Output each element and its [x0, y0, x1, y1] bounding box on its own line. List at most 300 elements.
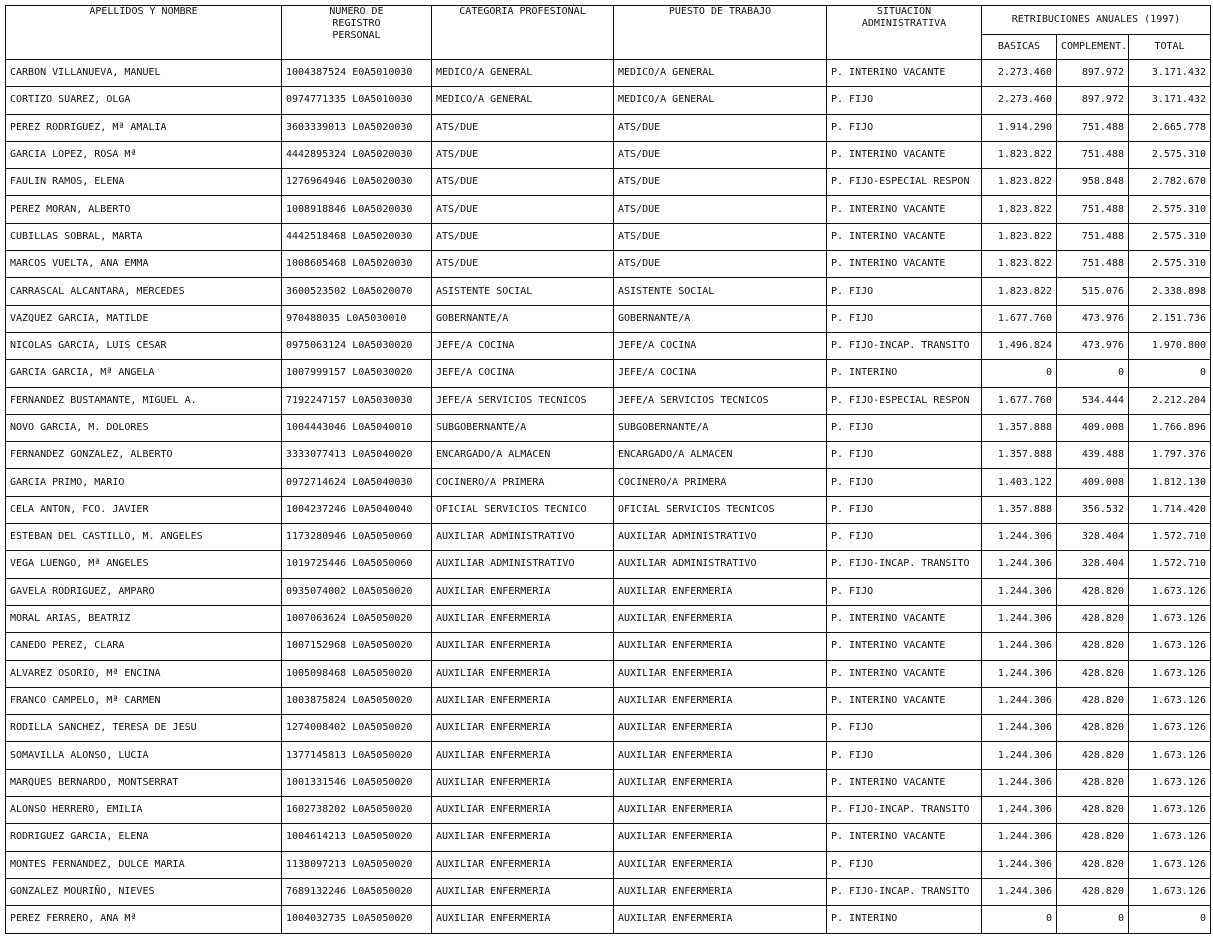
cell-total: 1.572.710 [1129, 551, 1211, 578]
cell-categoria: AUXILIAR ENFERMERIA [432, 906, 614, 933]
cell-basicas: 1.823.822 [982, 141, 1057, 168]
header-retribuciones: RETRIBUCIONES ANUALES (1997) [982, 6, 1211, 35]
cell-puesto: AUXILIAR ENFERMERIA [614, 687, 827, 714]
cell-basicas: 1.677.760 [982, 387, 1057, 414]
header-total: TOTAL [1129, 35, 1211, 60]
cell-total: 3.171.432 [1129, 87, 1211, 114]
cell-situacion: P. FIJO-INCAP. TRANSITO [827, 551, 982, 578]
cell-categoria: AUXILIAR ENFERMERIA [432, 633, 614, 660]
cell-nombre: GONZALEZ MOURIÑO, NIEVES [6, 878, 282, 905]
cell-registro: 970488035 L0A5030010 [282, 305, 432, 332]
cell-complement: 428.820 [1057, 578, 1129, 605]
cell-nombre: FRANCO CAMPELO, Mª CARMEN [6, 687, 282, 714]
header-puesto: PUESTO DE TRABAJO [614, 6, 827, 60]
cell-registro: 1602738202 L0A5050020 [282, 797, 432, 824]
table-row [6, 769, 1211, 796]
cell-situacion: P. INTERINO VACANTE [827, 60, 982, 87]
cell-puesto: AUXILIAR ENFERMERIA [614, 824, 827, 851]
cell-complement: 958.848 [1057, 169, 1129, 196]
cell-situacion: P. INTERINO VACANTE [827, 687, 982, 714]
cell-nombre: GARCIA LOPEZ, ROSA Mª [6, 141, 282, 168]
cell-nombre: GARCIA PRIMO, MARIO [6, 469, 282, 496]
cell-complement: 473.976 [1057, 332, 1129, 359]
cell-complement: 428.820 [1057, 742, 1129, 769]
table-row [6, 687, 1211, 714]
cell-total: 2.782.670 [1129, 169, 1211, 196]
cell-categoria: ENCARGADO/A ALMACEN [432, 442, 614, 469]
cell-registro: 1004032735 L0A5050020 [282, 906, 432, 933]
cell-complement: 751.488 [1057, 223, 1129, 250]
table-row [6, 660, 1211, 687]
cell-basicas: 1.244.306 [982, 524, 1057, 551]
cell-registro: 1004237246 L0A5040040 [282, 496, 432, 523]
cell-puesto: GOBERNANTE/A [614, 305, 827, 332]
cell-puesto: JEFE/A COCINA [614, 360, 827, 387]
cell-registro: 3333077413 L0A5040020 [282, 442, 432, 469]
cell-puesto: AUXILIAR ENFERMERIA [614, 769, 827, 796]
cell-situacion: P. FIJO [827, 469, 982, 496]
cell-registro: 1007063624 L0A5050020 [282, 605, 432, 632]
cell-puesto: AUXILIAR ENFERMERIA [614, 742, 827, 769]
cell-basicas: 0 [982, 906, 1057, 933]
table-row [6, 551, 1211, 578]
cell-puesto: ASISTENTE SOCIAL [614, 278, 827, 305]
cell-situacion: P. FIJO [827, 715, 982, 742]
cell-basicas: 1.823.822 [982, 169, 1057, 196]
cell-complement: 515.076 [1057, 278, 1129, 305]
cell-puesto: SUBGOBERNANTE/A [614, 414, 827, 441]
cell-basicas: 1.244.306 [982, 851, 1057, 878]
cell-categoria: AUXILIAR ENFERMERIA [432, 605, 614, 632]
cell-puesto: ATS/DUE [614, 223, 827, 250]
cell-registro: 1007999157 L0A5030020 [282, 360, 432, 387]
table-header [6, 6, 1211, 60]
cell-categoria: ATS/DUE [432, 196, 614, 223]
cell-nombre: VEGA LUENGO, Mª ANGELES [6, 551, 282, 578]
cell-nombre: MONTES FERNANDEZ, DULCE MARIA [6, 851, 282, 878]
cell-registro: 1004443046 L0A5040010 [282, 414, 432, 441]
cell-situacion: P. FIJO-INCAP. TRANSITO [827, 332, 982, 359]
cell-complement: 428.820 [1057, 797, 1129, 824]
cell-puesto: AUXILIAR ENFERMERIA [614, 605, 827, 632]
cell-categoria: AUXILIAR ENFERMERIA [432, 797, 614, 824]
table-row [6, 305, 1211, 332]
cell-categoria: JEFE/A COCINA [432, 332, 614, 359]
table-row [6, 196, 1211, 223]
cell-categoria: JEFE/A SERVICIOS TECNICOS [432, 387, 614, 414]
table-row [6, 742, 1211, 769]
cell-categoria: ATS/DUE [432, 141, 614, 168]
cell-complement: 428.820 [1057, 687, 1129, 714]
cell-situacion: P. INTERINO VACANTE [827, 660, 982, 687]
cell-situacion: P. FIJO [827, 114, 982, 141]
cell-total: 1.673.126 [1129, 851, 1211, 878]
cell-categoria: ATS/DUE [432, 114, 614, 141]
cell-total: 2.212.204 [1129, 387, 1211, 414]
cell-basicas: 1.244.306 [982, 797, 1057, 824]
cell-puesto: JEFE/A COCINA [614, 332, 827, 359]
personnel-table [5, 5, 1211, 934]
cell-registro: 1004614213 L0A5050020 [282, 824, 432, 851]
cell-complement: 473.976 [1057, 305, 1129, 332]
cell-nombre: MARCOS VUELTA, ANA EMMA [6, 251, 282, 278]
cell-situacion: P. FIJO [827, 87, 982, 114]
cell-total: 1.572.710 [1129, 524, 1211, 551]
cell-total: 1.673.126 [1129, 687, 1211, 714]
header-registro: NUMERO DE REGISTRO PERSONAL [282, 6, 432, 60]
cell-categoria: OFICIAL SERVICIOS TECNICO [432, 496, 614, 523]
cell-complement: 439.488 [1057, 442, 1129, 469]
cell-nombre: CORTIZO SUAREZ, OLGA [6, 87, 282, 114]
cell-nombre: FERNANDEZ GONZALEZ, ALBERTO [6, 442, 282, 469]
cell-registro: 0975063124 L0A5030020 [282, 332, 432, 359]
cell-puesto: ATS/DUE [614, 141, 827, 168]
cell-basicas: 1.244.306 [982, 824, 1057, 851]
cell-categoria: AUXILIAR ENFERMERIA [432, 851, 614, 878]
cell-registro: 1003875824 L0A5050020 [282, 687, 432, 714]
cell-registro: 4442895324 L0A5020030 [282, 141, 432, 168]
cell-nombre: CARRASCAL ALCANTARA, MERCEDES [6, 278, 282, 305]
cell-situacion: P. FIJO-INCAP. TRANSITO [827, 878, 982, 905]
cell-categoria: AUXILIAR ENFERMERIA [432, 824, 614, 851]
cell-complement: 328.404 [1057, 551, 1129, 578]
cell-total: 1.812.130 [1129, 469, 1211, 496]
cell-complement: 751.488 [1057, 196, 1129, 223]
header-complement: COMPLEMENT. [1057, 35, 1129, 60]
cell-nombre: VAZQUEZ GARCIA, MATILDE [6, 305, 282, 332]
cell-total: 1.673.126 [1129, 742, 1211, 769]
cell-puesto: MEDICO/A GENERAL [614, 60, 827, 87]
cell-registro: 7689132246 L0A5050020 [282, 878, 432, 905]
cell-total: 1.673.126 [1129, 797, 1211, 824]
cell-registro: 1276964946 L0A5020030 [282, 169, 432, 196]
cell-complement: 428.820 [1057, 660, 1129, 687]
cell-complement: 428.820 [1057, 605, 1129, 632]
cell-nombre: GARCIA GARCIA, Mª ANGELA [6, 360, 282, 387]
cell-situacion: P. INTERINO VACANTE [827, 605, 982, 632]
cell-categoria: JEFE/A COCINA [432, 360, 614, 387]
cell-nombre: GAVELA RODRIGUEZ, AMPARO [6, 578, 282, 605]
cell-nombre: FAULIN RAMOS, ELENA [6, 169, 282, 196]
table-row [6, 87, 1211, 114]
cell-situacion: P. FIJO [827, 305, 982, 332]
cell-nombre: RODILLA SANCHEZ, TERESA DE JESU [6, 715, 282, 742]
cell-categoria: GOBERNANTE/A [432, 305, 614, 332]
cell-puesto: AUXILIAR ADMINISTRATIVO [614, 524, 827, 551]
cell-basicas: 2.273.460 [982, 87, 1057, 114]
cell-categoria: ASISTENTE SOCIAL [432, 278, 614, 305]
cell-situacion: P. FIJO-ESPECIAL RESPON [827, 387, 982, 414]
cell-basicas: 1.357.888 [982, 414, 1057, 441]
cell-basicas: 1.914.290 [982, 114, 1057, 141]
cell-registro: 1138097213 L0A5050020 [282, 851, 432, 878]
cell-situacion: P. FIJO [827, 496, 982, 523]
table-row [6, 360, 1211, 387]
table-row [6, 824, 1211, 851]
cell-total: 2.575.310 [1129, 141, 1211, 168]
table-row [6, 496, 1211, 523]
cell-nombre: MORAL ARIAS, BEATRIZ [6, 605, 282, 632]
cell-situacion: P. FIJO [827, 278, 982, 305]
table-row [6, 387, 1211, 414]
cell-complement: 428.820 [1057, 878, 1129, 905]
cell-categoria: ATS/DUE [432, 223, 614, 250]
cell-puesto: MEDICO/A GENERAL [614, 87, 827, 114]
cell-basicas: 1.244.306 [982, 687, 1057, 714]
cell-puesto: COCINERO/A PRIMERA [614, 469, 827, 496]
cell-nombre: PEREZ RODRIGUEZ, Mª AMALIA [6, 114, 282, 141]
cell-basicas: 1.244.306 [982, 551, 1057, 578]
cell-complement: 897.972 [1057, 60, 1129, 87]
cell-nombre: PEREZ FERRERO, ANA Mª [6, 906, 282, 933]
cell-situacion: P. INTERINO [827, 906, 982, 933]
table-row [6, 878, 1211, 905]
cell-nombre: RODRIGUEZ GARCIA, ELENA [6, 824, 282, 851]
cell-total: 1.673.126 [1129, 769, 1211, 796]
cell-total: 1.673.126 [1129, 824, 1211, 851]
cell-nombre: SOMAVILLA ALONSO, LUCIA [6, 742, 282, 769]
cell-registro: 0972714624 L0A5040030 [282, 469, 432, 496]
cell-categoria: COCINERO/A PRIMERA [432, 469, 614, 496]
cell-situacion: P. INTERINO VACANTE [827, 824, 982, 851]
cell-registro: 4442518468 L0A5020030 [282, 223, 432, 250]
table-row [6, 442, 1211, 469]
table-row [6, 414, 1211, 441]
cell-total: 0 [1129, 360, 1211, 387]
table-row [6, 578, 1211, 605]
cell-puesto: AUXILIAR ENFERMERIA [614, 797, 827, 824]
cell-nombre: ALONSO HERRERO, EMILIA [6, 797, 282, 824]
cell-puesto: AUXILIAR ENFERMERIA [614, 633, 827, 660]
cell-basicas: 1.244.306 [982, 605, 1057, 632]
table-row [6, 223, 1211, 250]
cell-total: 0 [1129, 906, 1211, 933]
cell-total: 1.673.126 [1129, 878, 1211, 905]
cell-nombre: ESTEBAN DEL CASTILLO, M. ANGELES [6, 524, 282, 551]
cell-registro: 3600523502 L0A5020070 [282, 278, 432, 305]
cell-complement: 751.488 [1057, 114, 1129, 141]
cell-puesto: AUXILIAR ENFERMERIA [614, 660, 827, 687]
cell-total: 1.797.376 [1129, 442, 1211, 469]
cell-basicas: 2.273.460 [982, 60, 1057, 87]
cell-basicas: 1.244.306 [982, 742, 1057, 769]
cell-basicas: 1.823.822 [982, 196, 1057, 223]
cell-total: 1.673.126 [1129, 605, 1211, 632]
cell-complement: 328.404 [1057, 524, 1129, 551]
cell-total: 1.714.420 [1129, 496, 1211, 523]
table-row [6, 797, 1211, 824]
cell-nombre: CANEDO PEREZ, CLARA [6, 633, 282, 660]
table-row [6, 851, 1211, 878]
cell-registro: 7192247157 L0A5030030 [282, 387, 432, 414]
cell-situacion: P. FIJO-INCAP. TRANSITO [827, 797, 982, 824]
cell-total: 1.766.896 [1129, 414, 1211, 441]
table-row [6, 251, 1211, 278]
cell-situacion: P. FIJO [827, 851, 982, 878]
cell-nombre: NOVO GARCIA, M. DOLORES [6, 414, 282, 441]
table-row [6, 633, 1211, 660]
cell-complement: 428.820 [1057, 633, 1129, 660]
cell-basicas: 1.823.822 [982, 251, 1057, 278]
cell-puesto: AUXILIAR ENFERMERIA [614, 715, 827, 742]
header-nombre: APELLIDOS Y NOMBRE [6, 6, 282, 60]
cell-basicas: 1.357.888 [982, 442, 1057, 469]
table-row [6, 605, 1211, 632]
cell-basicas: 0 [982, 360, 1057, 387]
cell-registro: 1173280946 L0A5050060 [282, 524, 432, 551]
cell-categoria: AUXILIAR ADMINISTRATIVO [432, 551, 614, 578]
table-row [6, 524, 1211, 551]
cell-registro: 0974771335 L0A5010030 [282, 87, 432, 114]
cell-total: 1.970.800 [1129, 332, 1211, 359]
cell-puesto: ATS/DUE [614, 114, 827, 141]
header-basicas: BASICAS [982, 35, 1057, 60]
header-categoria: CATEGORIA PROFESIONAL [432, 6, 614, 60]
cell-situacion: P. INTERINO VACANTE [827, 141, 982, 168]
cell-nombre: ALVAREZ OSORIO, Mª ENCINA [6, 660, 282, 687]
cell-complement: 428.820 [1057, 824, 1129, 851]
cell-basicas: 1.823.822 [982, 278, 1057, 305]
cell-categoria: MEDICO/A GENERAL [432, 60, 614, 87]
cell-basicas: 1.244.306 [982, 578, 1057, 605]
cell-registro: 1001331546 L0A5050020 [282, 769, 432, 796]
cell-puesto: AUXILIAR ENFERMERIA [614, 906, 827, 933]
table-row [6, 169, 1211, 196]
cell-situacion: P. INTERINO VACANTE [827, 251, 982, 278]
cell-registro: 3603339013 L0A5020030 [282, 114, 432, 141]
cell-total: 1.673.126 [1129, 660, 1211, 687]
cell-categoria: AUXILIAR ENFERMERIA [432, 578, 614, 605]
cell-puesto: AUXILIAR ENFERMERIA [614, 851, 827, 878]
cell-complement: 751.488 [1057, 141, 1129, 168]
cell-nombre: FERNANDEZ BUSTAMANTE, MIGUEL A. [6, 387, 282, 414]
table-row [6, 469, 1211, 496]
cell-complement: 897.972 [1057, 87, 1129, 114]
cell-situacion: P. INTERINO VACANTE [827, 769, 982, 796]
cell-nombre: MARQUES BERNARDO, MONTSERRAT [6, 769, 282, 796]
cell-puesto: ENCARGADO/A ALMACEN [614, 442, 827, 469]
table-row [6, 278, 1211, 305]
cell-basicas: 1.244.306 [982, 633, 1057, 660]
cell-categoria: MEDICO/A GENERAL [432, 87, 614, 114]
cell-total: 1.673.126 [1129, 633, 1211, 660]
cell-total: 2.575.310 [1129, 251, 1211, 278]
cell-situacion: P. FIJO [827, 742, 982, 769]
cell-complement: 751.488 [1057, 251, 1129, 278]
cell-complement: 428.820 [1057, 851, 1129, 878]
table-row [6, 141, 1211, 168]
cell-total: 2.575.310 [1129, 196, 1211, 223]
cell-situacion: P. FIJO [827, 414, 982, 441]
cell-categoria: AUXILIAR ENFERMERIA [432, 660, 614, 687]
cell-total: 2.665.778 [1129, 114, 1211, 141]
cell-basicas: 1.244.306 [982, 660, 1057, 687]
cell-complement: 428.820 [1057, 715, 1129, 742]
cell-total: 1.673.126 [1129, 578, 1211, 605]
cell-puesto: JEFE/A SERVICIOS TECNICOS [614, 387, 827, 414]
cell-basicas: 1.244.306 [982, 769, 1057, 796]
cell-registro: 1005098468 L0A5050020 [282, 660, 432, 687]
cell-basicas: 1.823.822 [982, 223, 1057, 250]
cell-total: 1.673.126 [1129, 715, 1211, 742]
cell-situacion: P. FIJO-ESPECIAL RESPON [827, 169, 982, 196]
cell-registro: 1008918846 L0A5020030 [282, 196, 432, 223]
cell-nombre: CARBON VILLANUEVA, MANUEL [6, 60, 282, 87]
table-row [6, 715, 1211, 742]
cell-puesto: AUXILIAR ENFERMERIA [614, 578, 827, 605]
cell-categoria: AUXILIAR ENFERMERIA [432, 769, 614, 796]
cell-complement: 409.008 [1057, 469, 1129, 496]
table-row [6, 906, 1211, 933]
cell-registro: 1004387524 E0A5010030 [282, 60, 432, 87]
cell-situacion: P. INTERINO [827, 360, 982, 387]
cell-puesto: ATS/DUE [614, 196, 827, 223]
cell-complement: 534.444 [1057, 387, 1129, 414]
cell-total: 2.575.310 [1129, 223, 1211, 250]
cell-puesto: AUXILIAR ADMINISTRATIVO [614, 551, 827, 578]
cell-basicas: 1.244.306 [982, 715, 1057, 742]
cell-registro: 1008605468 L0A5020030 [282, 251, 432, 278]
cell-situacion: P. FIJO [827, 578, 982, 605]
header-situacion: SITUACION ADMINISTRATIVA [827, 6, 982, 60]
cell-complement: 409.008 [1057, 414, 1129, 441]
cell-categoria: AUXILIAR ENFERMERIA [432, 715, 614, 742]
cell-total: 2.151.736 [1129, 305, 1211, 332]
cell-complement: 428.820 [1057, 769, 1129, 796]
cell-basicas: 1.677.760 [982, 305, 1057, 332]
cell-basicas: 1.496.824 [982, 332, 1057, 359]
cell-nombre: CUBILLAS SOBRAL, MARTA [6, 223, 282, 250]
cell-categoria: AUXILIAR ADMINISTRATIVO [432, 524, 614, 551]
cell-situacion: P. INTERINO VACANTE [827, 633, 982, 660]
cell-categoria: AUXILIAR ENFERMERIA [432, 878, 614, 905]
cell-categoria: ATS/DUE [432, 169, 614, 196]
table-row [6, 114, 1211, 141]
cell-nombre: PEREZ MORAN, ALBERTO [6, 196, 282, 223]
cell-puesto: OFICIAL SERVICIOS TECNICOS [614, 496, 827, 523]
cell-puesto: ATS/DUE [614, 169, 827, 196]
cell-puesto: AUXILIAR ENFERMERIA [614, 878, 827, 905]
cell-basicas: 1.244.306 [982, 878, 1057, 905]
table-row [6, 332, 1211, 359]
cell-categoria: AUXILIAR ENFERMERIA [432, 687, 614, 714]
cell-puesto: ATS/DUE [614, 251, 827, 278]
cell-situacion: P. INTERINO VACANTE [827, 223, 982, 250]
cell-registro: 1007152968 L0A5050020 [282, 633, 432, 660]
cell-total: 3.171.432 [1129, 60, 1211, 87]
cell-registro: 1019725446 L0A5050060 [282, 551, 432, 578]
cell-registro: 0935074002 L0A5050020 [282, 578, 432, 605]
table-row [6, 60, 1211, 87]
cell-categoria: ATS/DUE [432, 251, 614, 278]
cell-complement: 356.532 [1057, 496, 1129, 523]
cell-complement: 0 [1057, 360, 1129, 387]
cell-basicas: 1.357.888 [982, 496, 1057, 523]
cell-categoria: SUBGOBERNANTE/A [432, 414, 614, 441]
cell-total: 2.338.898 [1129, 278, 1211, 305]
cell-registro: 1377145813 L0A5050020 [282, 742, 432, 769]
cell-situacion: P. FIJO [827, 524, 982, 551]
cell-complement: 0 [1057, 906, 1129, 933]
cell-nombre: NICOLAS GARCIA, LUIS CESAR [6, 332, 282, 359]
table-body [6, 60, 1211, 934]
cell-basicas: 1.403.122 [982, 469, 1057, 496]
cell-registro: 1274008402 L0A5050020 [282, 715, 432, 742]
cell-situacion: P. FIJO [827, 442, 982, 469]
cell-situacion: P. INTERINO VACANTE [827, 196, 982, 223]
cell-categoria: AUXILIAR ENFERMERIA [432, 742, 614, 769]
cell-nombre: CELA ANTON, FCO. JAVIER [6, 496, 282, 523]
